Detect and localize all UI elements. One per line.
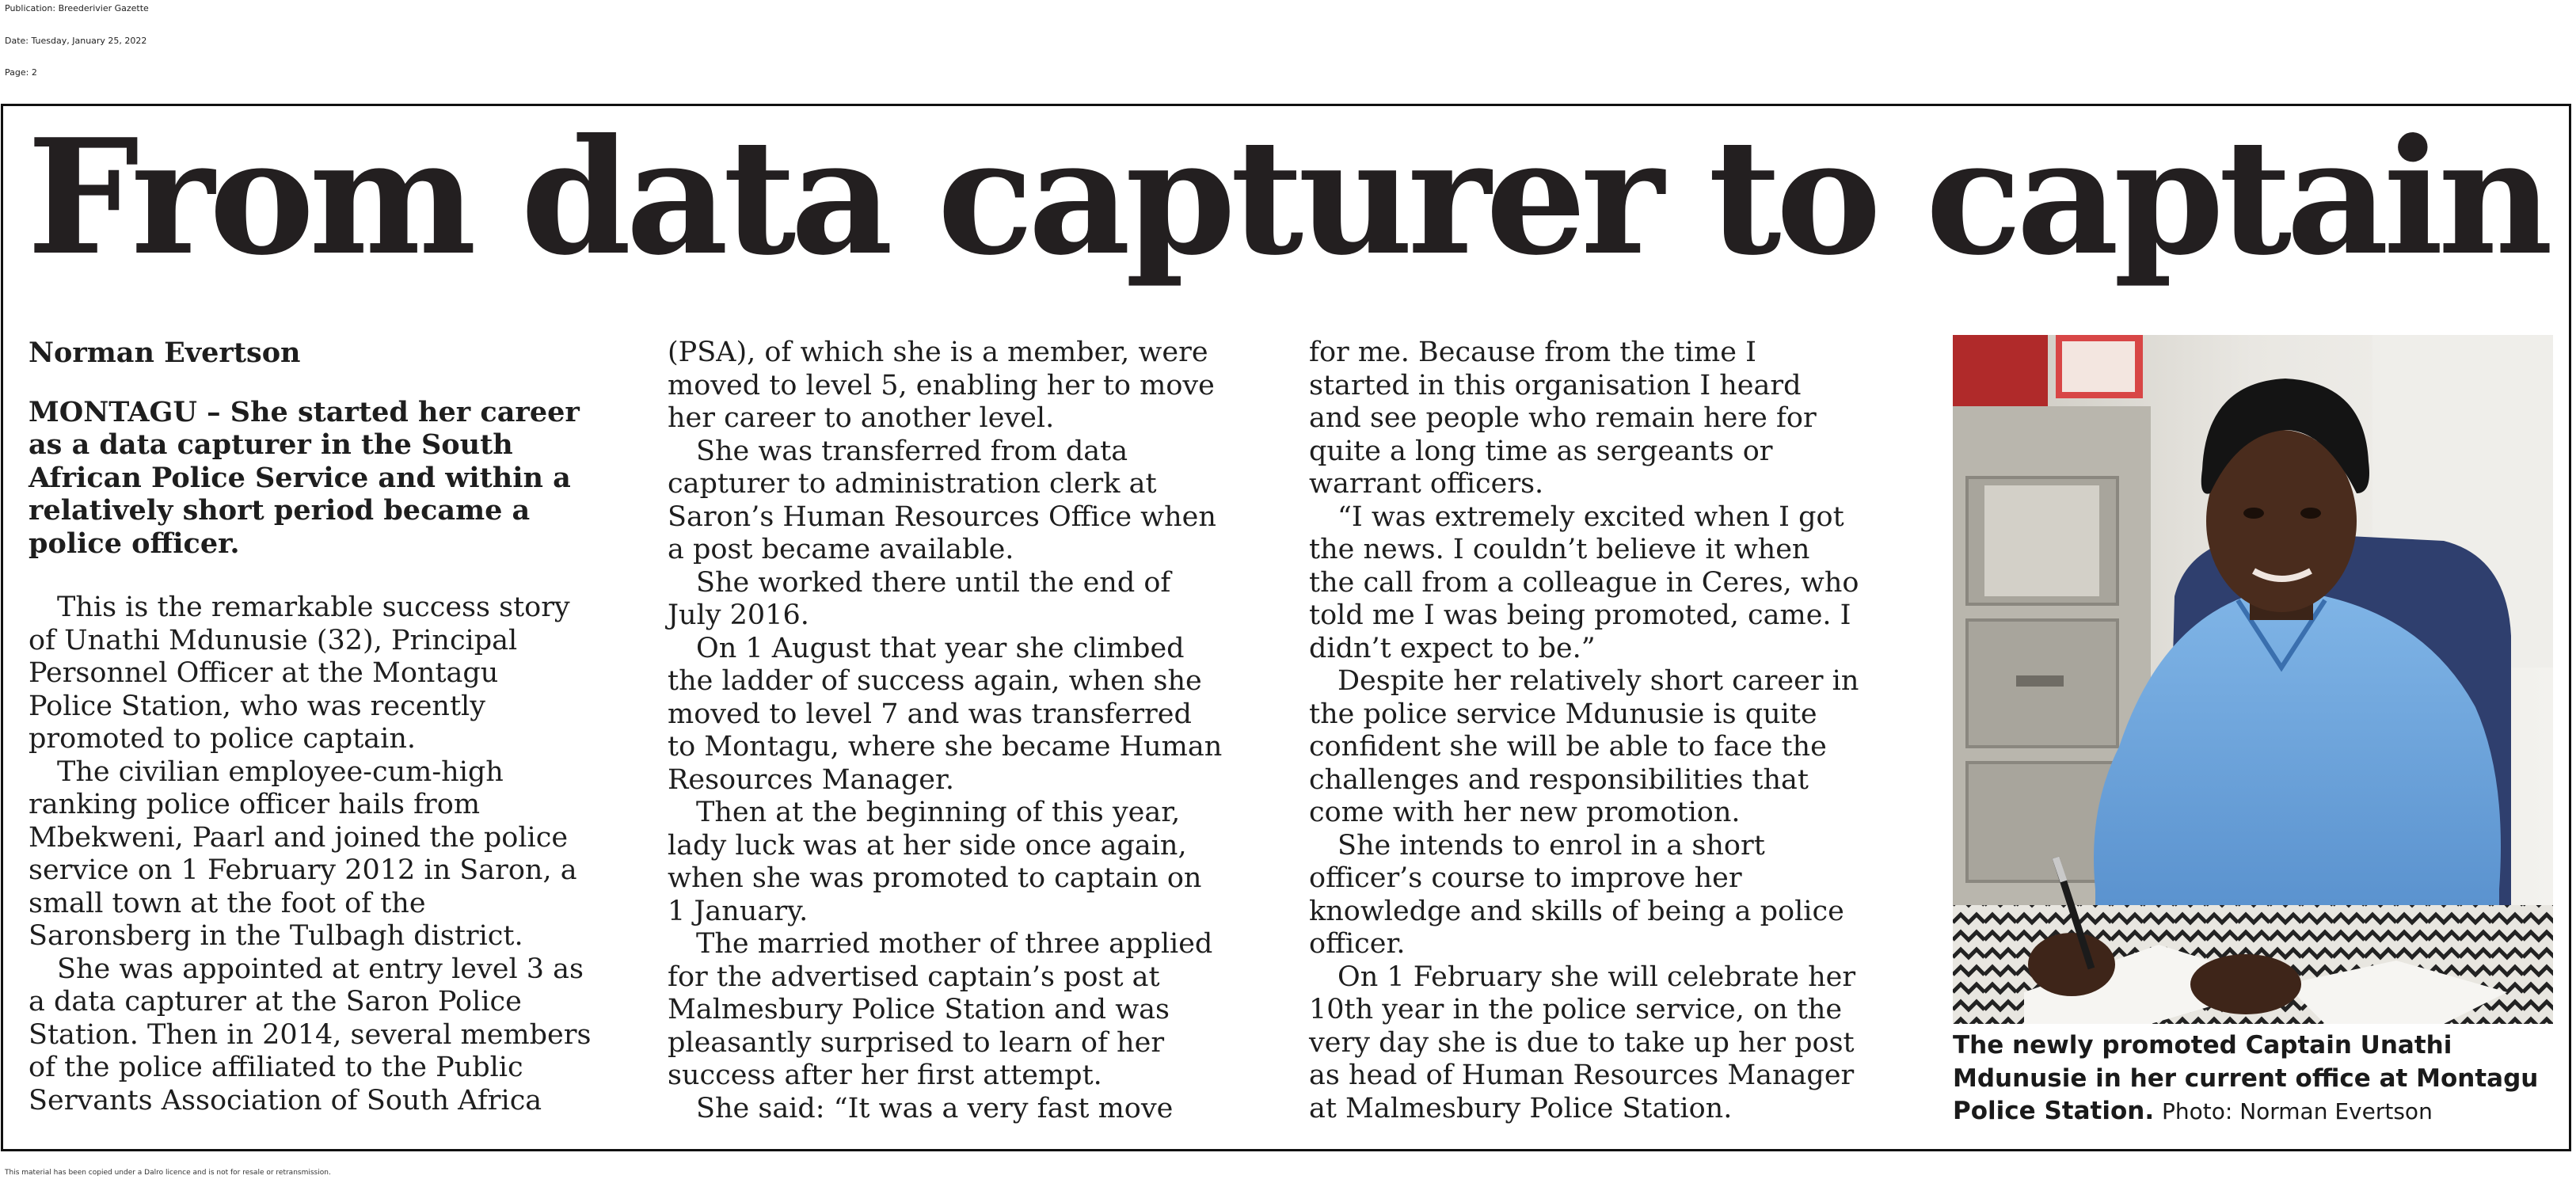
body-line: very day she is due to take up her post [1309,1026,1855,1059]
intro-line: police officer. [29,527,240,560]
body-line: 1 January. [668,895,809,927]
body-line: when she was promoted to captain on [668,862,1202,894]
body-line: Saronsberg in the Tulbagh district. [29,920,523,952]
body-line: success after her first attempt. [668,1060,1102,1091]
body-line: Police Station, who was recently [29,690,486,722]
body-line: This is the remarkable success story [57,592,570,623]
body-line: The civilian employee-cum-high [57,755,504,788]
body-line: She intends to enrol in a short [1337,829,1765,862]
body-line: She was appointed at entry level 3 as [57,953,584,985]
intro-line: African Police Service and within a [29,461,571,494]
intro-line: MONTAGU – She started her career [29,395,580,428]
body-line: her career to another level. [668,402,1055,434]
body-line: started in this organisation I heard [1309,369,1802,401]
body-line: Servants Association of South Africa [29,1084,542,1117]
body-line: at Malmesbury Police Station. [1309,1092,1733,1124]
body-line: officer’s course to improve her [1309,862,1742,894]
body-line: 10th year in the police service, on the [1309,994,1843,1025]
body-line: warrant officers. [1309,468,1544,500]
photo-credit: Photo: Norman Evertson [2161,1098,2433,1124]
article-photo [1953,335,2553,1024]
body-line: of Unathi Mdunusie (32), Principal [29,624,518,656]
body-line: for me. Because from the time I [1309,337,1756,368]
body-line: the call from a colleague in Ceres, who [1309,566,1859,599]
article-headline: From data capturer to captain [27,105,2548,291]
body-line: Then at the beginning of this year, [696,797,1181,828]
article-intro [29,396,654,561]
publication-label: Publication: Breederivier Gazette [5,3,149,13]
body-line: “I was extremely excited when I got [1337,500,1844,533]
body-line: the police service Mdunusie is quite [1309,698,1817,730]
body-line: of the police affiliated to the Public [29,1052,523,1083]
article-column-1 [29,337,654,1117]
page-label: Page: 2 [5,67,37,78]
intro-line: as a data capturer in the South [29,428,513,461]
body-line: moved to level 7 and was transferred [668,698,1192,730]
body-line: ranking police officer hails from [29,789,481,820]
column-body [668,337,1293,1125]
column-body [29,592,654,1117]
body-line: lady luck was at her side once again, [668,829,1187,862]
body-line: Saron’s Human Resources Office when [668,500,1216,533]
article-column-3 [1309,337,1935,1125]
caption-line: Mdunusie in her current office at Montagu [1953,1063,2539,1093]
body-line: the news. I couldn’t believe it when [1309,534,1810,565]
body-line: Resources Manager. [668,763,955,796]
body-line: the ladder of success again, when she [668,665,1202,697]
body-line: for the advertised captain’s post at [668,961,1160,993]
body-line: confident she will be able to face the [1309,731,1827,763]
body-line: told me I was being promoted, came. I [1309,599,1851,631]
captain-portrait-image [1953,335,2553,1024]
body-line: officer. [1309,928,1406,960]
photo-caption [1953,1029,2563,1128]
body-line: Personnel Officer at the Montagu [29,657,499,689]
body-line: She was transferred from data [696,435,1128,467]
body-line: She worked there until the end of [696,566,1171,599]
body-line: Mbekweni, Paarl and joined the police [29,821,569,854]
body-line: small town at the foot of the [29,887,426,919]
body-line: Malmesbury Police Station and was [668,994,1170,1025]
body-line: and see people who remain here for [1309,402,1817,434]
column-body [1309,337,1935,1125]
body-line: Station. Then in 2014, several members [29,1018,592,1051]
caption-line: Police Station. [1953,1097,2155,1125]
body-line: moved to level 5, enabling her to move [668,369,1215,401]
body-line: The married mother of three applied [696,928,1213,960]
copyright-notice: This material has been copied under a Dalro licence and is not for resale or retransmission. [5,1169,331,1177]
body-line: a data capturer at the Saron Police [29,986,522,1018]
body-line: as head of Human Resources Manager [1309,1060,1855,1091]
article-column-2 [668,337,1293,1125]
body-line: a post became available. [668,534,1014,565]
body-line: promoted to police captain. [29,723,417,755]
body-line: service on 1 February 2012 in Saron, a [29,854,577,886]
body-line: didn’t expect to be.” [1309,632,1596,664]
body-line: July 2016. [668,599,809,631]
body-line: quite a long time as sergeants or [1309,435,1773,467]
body-line: knowledge and skills of being a police [1309,895,1844,927]
body-line: She said: “It was a very fast move [696,1092,1174,1124]
body-line: (PSA), of which she is a member, were [668,337,1208,368]
article-byline: Norman Evertson [29,337,301,369]
caption-line: The newly promoted Captain Unathi [1953,1031,2452,1060]
date-label: Date: Tuesday, January 25, 2022 [5,36,147,46]
body-line: come with her new promotion. [1309,797,1741,828]
body-line: pleasantly surprised to learn of her [668,1026,1165,1059]
body-line: challenges and responsibilities that [1309,763,1809,796]
body-line: On 1 August that year she climbed [696,632,1185,664]
body-line: to Montagu, where she became Human [668,731,1223,763]
body-line: capturer to administration clerk at [668,468,1157,500]
body-line: On 1 February she will celebrate her [1337,961,1856,993]
intro-line: relatively short period became a [29,494,531,527]
body-line: Despite her relatively short career in [1337,665,1859,697]
